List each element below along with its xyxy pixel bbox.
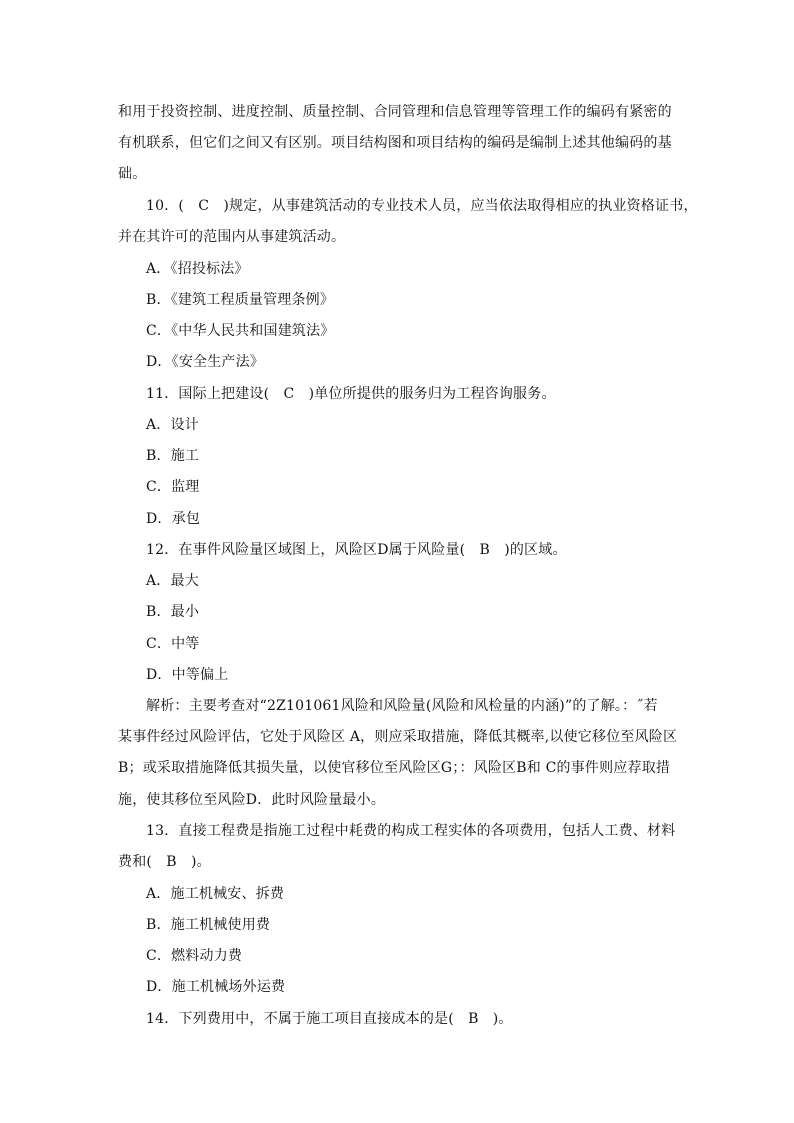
question-13-stem: 13．直接工程费是指施工过程中耗费的构成工程实体的各项费用，包括人工费、材料: [146, 823, 676, 839]
question-14-stem: 14．下列费用中，不属于施工项目直接成本的是( B )。: [146, 1011, 513, 1027]
paragraph-line: 有机联系，但它们之间又有区别。项目结构图和项目结构的编码是编制上述其他编码的基: [118, 135, 672, 151]
question-11-option-a: A．设计: [146, 417, 199, 433]
analysis-line: 某事件经过风险评估，它处于风险区 A，则应采取措施，降低其概率,以使它移位至风险区: [118, 729, 678, 745]
question-10-option-a: A．《招投标法》: [146, 261, 249, 277]
question-10-stem: 10．( C )规定，从事建筑活动的专业技术人员，应当依法取得相应的执业资格证书，: [146, 198, 698, 214]
question-10-stem-cont: 并在其许可的范围内从事建筑活动。: [118, 229, 346, 245]
question-12-stem: 12．在事件风险量区域图上，风险区D属于风险量( B )的区域。: [146, 542, 567, 558]
analysis-line: 施，使其移位至风险D．此时风险量最小。: [118, 792, 386, 808]
analysis-line: 解析：主要考查对“2Z101061风险和风险量(风险和风检量的内涵)”的了解。：˝若: [146, 698, 658, 714]
question-11-option-d: D．承包: [146, 511, 201, 527]
paragraph-line: 和用于投资控制、进度控制、质量控制、合同管理和信息管理等管理工作的编码有紧密的: [118, 104, 672, 120]
question-11-option-b: B．施工: [146, 448, 200, 464]
question-10-option-c: C．《中华人民共和国建筑法》: [146, 323, 335, 339]
question-11-stem: 11．国际上把建设( C )单位所提供的服务归为工程咨询服务。: [146, 386, 556, 402]
question-10-option-b: B．《建筑工程质量管理条例》: [146, 292, 335, 308]
question-13-option-d: D．施工机械场外运费: [146, 979, 286, 995]
question-13-option-b: B．施工机械使用费: [146, 917, 271, 933]
paragraph-line: 础。: [118, 166, 147, 182]
question-13-option-c: C．燃料动力费: [146, 948, 243, 964]
question-12-option-b: B．最小: [146, 604, 200, 620]
question-11-option-c: C．监理: [146, 479, 200, 495]
question-10-option-d: D．《安全生产法》: [146, 354, 265, 370]
analysis-line: B；或采取措施降低其损失量，以使官移位至风险区G；：风险区B和 C的事件则应荐取措: [118, 760, 671, 776]
question-12-option-d: D．中等偏上: [146, 667, 229, 683]
question-13-option-a: A．施工机械安、拆费: [146, 886, 285, 902]
question-12-option-a: A．最大: [146, 573, 199, 589]
question-12-option-c: C．中等: [146, 636, 200, 652]
question-13-stem-cont: 费和( B )。: [118, 854, 211, 870]
